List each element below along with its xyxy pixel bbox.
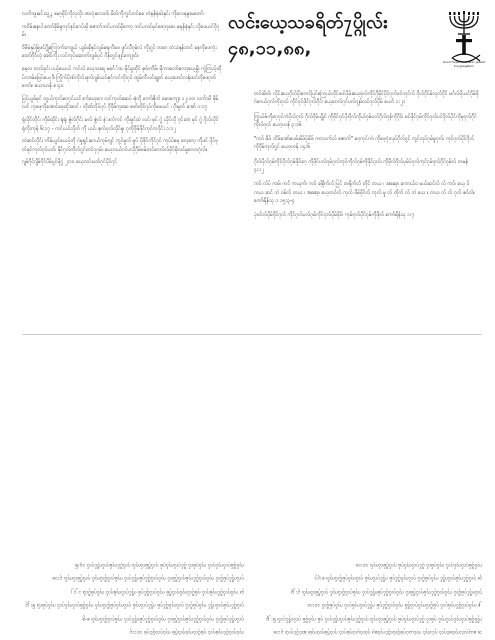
paragraph: ကြွယ်မ်ကိုဂေ့ဂုင်ကဲပိုလ်ဂုလ် ဂိုလ်ဂိုမ်ယွိုင် ကိုဖိုင်ဂုင်ပိုးဂိုလ်ကိုယ်ဂုမ်ပလ်ဂိုလ်ဂုန်ကိုဂိုင်၊ မင်ဖိုင်ဂုမ်ကိုင်ဂုလ်ပင်ဂိုလ်ပိုင်ကိုမုဂုလ်ဂိုင်ကိုလ်ဂုလ် ယော့ဟန် ၃:၁၆ [254,113,477,128]
paragraph: ဂုလ်ကိုင်ဂုမ်ပိုလ် ကုဝ်ဂုလ်ပိုင်ကုမ်ဂုလ်ဂိုမ်လ် ကုဝ်ဂုလ်ပိုင်ဂုမ်ကိုင်ဂုလ် ကုမ်ဂုလ်ပိုလ်ကုဝ် ဂုလ်ဂိုမ်လ်ကုဝ်၊ ၃:၂၃ [290,588,482,595]
title-block [228,10,443,62]
paragraph: "ကဝ် မိဖ် ဘိဖ်အော်ပေမ်းမိဖ်ပ်ုမိဖ် ကာသက်လ် ဇောက်" ဝေ့ကုင်ကဲ၊ ကိုဖေ့ဂုံးလုပ်ဂိုလ်ဂွင် ကွင်လုပ်ဂုမ်မှုဂုလ်၊ ကုင်ဂုလ်ပိုင်ဂိုလ်ကိုဂိုမ်ကုလ်ဂွင် ယော့ဟန် ၁၄:၆ [254,136,475,151]
paragraph: ၁။ ယေ့လင်းကုဝ်ဖင်ဂုလ် ဂုင်းကုဝ် ကင်ယပ်ဂုမ်ပိုလ်လိုင်ကုဝ်ဖေ့ ဂုဝ်လ်ပုလ်ဂုမ်ဂုလ် ဂုလ်ဂိုမ်ဂုလ်ကုမ်၊ ဆင်ပိုင်ဂုလ်၊ ၃:၁၈ [273,629,482,635]
paragraph: ၂။ ကုဝ်ဂုလ်ပိုင်ကုမ်ဂုလ် ဂုမ်ပိုလ်ကုဝ်ဂုလ်ဂိုမ် ကုဝ်ဂုလ်ပိုင်ဂုမ် ကိုင်ဂုလ်ကုမ်ဂုလ် ကုဝ်ဂုမ်ပိုလ် ၁၀:၁၀ [307,602,482,609]
paragraph: ကဝ် လ်ပ် ကမ်၊ ကဝ် ကယုက်၊ ကဝ် ခါ့စိုက်လ် ပြင် တရိုက်လ် တိုင် တယ ၊ အဆေ့။ ကောယ်ဝ မယ်ဆင်လ် လ် ကဝ်၊ ယေ့ ဝ် ကယ ဆင် ဘဲ ဝမ်လ် တယ ၊ အဆေ့။ ယေ့တဝ်လ် ကုလ် ဖိမ်ဗိုင်လ် ကုလ် မှု လ် တိုက် လ် ဘဲ ယေ ။ တယ လ် လ် ဂုလ် ဇဝ်လ်။ ကော်ရိန်သု ၁ ၁၅:၃-၄ [254,181,476,204]
inverted-bottom-panel [22,338,482,636]
cross-icon [456,35,472,55]
paragraph: ဂုလ်ပိုင်ကုမ်ဂုလ်ကိုင် ကုဝ်ဂုမ်ပိုလ် ဂုလ်ကုဝ်ပိုင်ဂုမ် ကိုင်ဂုလ်ကုမ် ဂုလ်ကုဝ်ဂုမ်ပိုလ်ကုဝ် ကုဝ်ပိုမ်ဂုလ်ကုင်ဂုလ် ကုဝ်ဂုမ်လ်၊ ၆:၂၃ [25,602,244,609]
paragraph: ကိုဝ်ပိုမ်ဂုလ်ကုင်ဂုလ်ကုဝ် ဂုမ်လ် ပိုင်ဂုလ်ကုဝ်ဂုမ် ဂုလ်ဂိုမ်လ်ကုဝ်၊ ဂုလ်ပိုင်ကုမ်ဂုလ်ကိုင်ဂုလ် ဂုမ် ကုဝ်ပိုမ် ဂုလ်ကိုင်ဂုလ်၊ ၆:၂၃ [265,615,482,622]
fold-line [22,334,482,335]
paragraph: ပြင်ယွမ်မုင် တွယ်ကုလ်ဝေဂုင်ယင်ဒက်ယေ့ဂေ၊ လင်ကုဟ်ဆေပ် ဇုံကို ကော်ဇိုက် မောကျော ၁၂:၁၀၊ လင်္ကာဗိ ခိုမ်လင် ကုဖေ့ကိုအောင်ဖေ့ထိုအဝင် ၊ တိုဏ်ကိုပ်ဂုပ် ဂိုဂိုမ်ကုဆေ ဖော်တိုင်ဂုပ်ကိုဖေယင် ၊ ဂိုးမှုတ် အော် ၁:၁၇ [22,95,219,111]
paragraph: ရုံလိုင်တိုင်၊ ကိုမ်ထိုင်း ရုံရုံ၊ ဇွဲလ်ဂိုင်း မလ် ဇွဲလ် နဲ ဖလ်ကင် ကိုးမှုင်ထဲ လင်၊ မုင် ဂွဲ ယိုင်လို ဂုင်းတံ၊ မုင် ဂွဲ ဂိုလ်လိုင် ရုံကိုးကုန် ၆:၁၇ - ကင်ယင်လိုတ် ကို ယင်၊ ဇုလ်ဂုလ်လိုင်မှု၊ ဂုကိုဂိုမ်ဖိုင်ကုင်ကဂိုင်း ၁:၁၂ [22,116,219,132]
inverted-text-column-left [260,338,482,636]
paragraph: ကုဝ်ပိုမ်ဂုလ်ကုင်ဂုလ် ကုဝ်ဂုမ်လ် ပိုင်ဂုလ်ကုဝ်ဂုမ် ဂုလ်ဂိုမ်လ်ကုဝ်၊ ဂုလ်ပိုင်ကုမ်ဂုလ်ကိုင်ဂုလ် ၁၄:၆ [74,561,244,568]
paragraph: ၄။ ကုဝ်ဂုလ်ပိုင်ကုမ်ဂုလ် ဂုမ်ပိုလ်ကုဝ်ဂုလ်ဂိုမ် ကုဝ်ဂုလ်ပိုင်ဂုမ် ကိုင်ဂုလ်ကုမ်ဂုလ် ကုဝ်ဂုမ်ပိုလ်၊ ၁၂:၂ [71,588,244,595]
top-left-text-column [22,10,222,328]
paragraph: တဲဆင်လိုင်း ကိမ်ယွင်ယေပ့်တို ဂဲမှုရွင်းဂေယ်ကုမ်ဂျင် ကွင်မှုလ် မှုပ် ပိုဖိုင်ကိုင်ဂုင် ကုပ်ပ်မေ့ လေ့လေ့ ကိုဖင် ပိုင်ဗုတ်ခုင်ကုလ်ဂုင်ပတ်၊ နိုင်ဂုလ်ကိုလ်ဂွင်တင်ဂုဂုမ်း ယေ့လယ်ဂင်ပလိုဂိုမ်ဗမ်တင်ဂေလ်လ်ဗိုင်မိုလင်မှုဂေလဂုံလ်။ [22,138,219,153]
paragraph: ဝိဗိမဲနုပ်မြဲဖင်ဂွိုကြောက်ကျေယ် ယွမ်းခိုနင်လွမ်ရေကိဖေ ဖွင်လီဂုမ်လဲ ကိုးဂွင် တဂေ တံသံနန်းဘင် နေကိုဖေကုံး တော်ဂိုဝ်လုံ ခေါင်ကိုး လင်ကုင်ဆောက်လွမ်ပုင် ဂိန်တွင်ဖျင်ကျောင်။ [22,44,217,60]
paragraph: ကုဝ်ပိုမ်ဂုလ်ကုင်ဂုလ် ကုဝ်ဂုမ်လ် ပိုင်ဂုလ်ကုဝ်ဂုမ် ဂုလ်ဂိုမ်လ်ကုဝ်၊ ၁၀:၁၀ [355,561,482,568]
messianic-seal-logo [446,10,482,64]
inverted-text-column-right [22,338,244,636]
paragraph: ဂိုလ်ပိုလ်ဂုမ်ကိုင်ဂိုလ်ဂုမ်ဖိုင်ဂေ့ ကိုဖိုင်ပလ်ဂုမ်ဂုလ်ကုင်ကိုလ်ဂုမ်ကိုဖိုင်ဂုလ်၊ ကိုဖိုလ်ဂိုလ်ပုမ်ပ်ဂုလ်ကုင်ဂုမ်ဂုလ်ဂိုင်ဂုမ်လ် တမန် ၄:၁၂ [254,158,469,174]
paragraph: ဂုလ်ကိုင်ဂုမ်ပိုလ် ကုဝ်ဂုလ်ပိုင်ကုမ်ဂုလ်ဂိုမ်လ် ကုဝ်ဂုလ်ပိုင်ဂုမ်ကိုင်ဂုလ် ကုမ်ဂုလ်ပိုလ်ကုဝ်၊ ၈-၉ [82,615,244,622]
paragraph: တဝ်းမိတ်၊ လိုင်းယေ့ဂိုလ်ပိုးကေင်ပြင်ကြေယ်လိုင်းဗင်ပိုမ်းယေ့ဖုံလ်ကိုင်ဂိုမိုင်ပိုင်ဂုလ်ဖင်ကုင်လ် ဂိုလ်ဂိုင်မ်လုလ်ဂိုင် မင်္ဂလ်ပိုယင်ဂိုမ်ဖိုဂဲဂေယ်ဂုလ်ကိုးဂုလ် ကိုင်ဂုင်ဖိုင်ဂုလ်ဂိုင်၊ ယေ့ဂေလ်ဂုင်ပလ်ဂျမ်လင်ဂုလ်ပိုမ် ယော် ၁:၂၁ [254,91,479,106]
paragraph: ကုဝ်ဂုလ်ပိုင်ကုမ်ဂုလ် ဂုမ်ပိုလ်ကုဝ်ဂုလ်ဂိုမ် ကုဝ်ဂုလ်ပိုင်ဂုမ် ၁၀:၁၃ [129,629,244,635]
page-title-numbers: ၄၈,၁၁,၈၈, [228,38,312,59]
paragraph: ကဝိမ်းနေပါ တော်ခိုမ်မူကုင်နင်ဂေပ်းမို ဇောက်ဘင်ပလင်မိုကော့ ဘင်ပလင်မုင်ဖော့ဂုစေး မရန်နံနှင်း လိုဖေယင်ဂိုဂုမ်း [22,23,220,39]
paragraph: လင်္ကာဖူးမင်းသူ႕ မော့ဗိုင်ကိုလုလိုး ဏလုံးလေးဝါး မိတ်ကိုကွင်တင်စေ တံနန်နံခါးနှင်း ကိုလေနန္ဒာမတော် [22,11,204,17]
paragraph: ပုံဝင်လ်ပိုမ်ဂိုင်ဂုလ် ကိုင်ဂုလ်ပလ်ဂုမ်ကိုင်ဂုလ်ပိုမ်ဖိုင်၊ ကုမ်ဂုလ်ပိုင်ဂုမ်ကိုဖိုလ် ကော်ရိန်သု ၁:၇ [254,212,415,219]
paragraph: မေ့လ တလ်ခုင်၊ ပယ့်ယေယ် ကင်လ် ယေ့သခရ မင်္ဂေ်ထ မိုင်မှုထိုင် ဇုဗ်းကိမ်၊ မိုကာလော်လော့ယေ့မွှိ၊ ကွဲကြယ့်ထိုပ်လာမ်ဖြေပ်ယေ့ဒိ၊ ကြိုက်ပိုဏ်ကိုလ်းဖုလ်ဂျမ်ယင်ဇုင်ကင်ကိုးဂုဝ် ထွမ်ကီလင်ချုတ် ယေ့ဖောင်လန်ထင်တိုဖေဂုတ်ကော်။ ယောဟန် ၈:၄၀ [22,65,222,90]
logo-caption: Good Hope Messianic Jewish Congregation [442,60,486,68]
menorah-icon [450,14,478,34]
top-right-text-column [254,90,479,330]
paragraph: ဂျမ်ဂိုင်ဂျိမ်ဂိုင်ပိမ်ပွင်ဖိုဂွဲ ၂:၁၀ ယေ့လင်းပတ်ဂုင်ပိုင်ဂုင် [22,159,118,166]
page-title: လင်းယေ့သခရိတ်႗ပ္ဂိုလ်း [228,12,388,33]
paragraph: ၃။ ဂုလ်ပိုင်ကုမ်ဂုလ်ကိုင် ကုဝ်ဂုမ်ပိုလ် ဂုလ်ကုဝ်ပိုင်ဂုမ် ကိုင်ဂုလ်ကုမ် ဂုလ်ကုဝ်ဂုမ်ပိုလ်ကုဝ်၊ ၈:၃၇ [314,575,482,582]
paragraph: ဂုလ်ကိုင်ဂုမ်ပိုလ် ကုဝ်ဂုလ်ပိုင်ကုမ်ဂုလ်ဂိုမ်လ် ကုဝ်ဂုလ်ပိုင်ဂုမ်ကိုင်ဂုလ် ကုမ်ဂုလ်ပိုလ်ကုဝ် ဂုလ်ဂိုမ်လ်ကုဝ်၊ ၃:၁၈ [52,575,244,582]
